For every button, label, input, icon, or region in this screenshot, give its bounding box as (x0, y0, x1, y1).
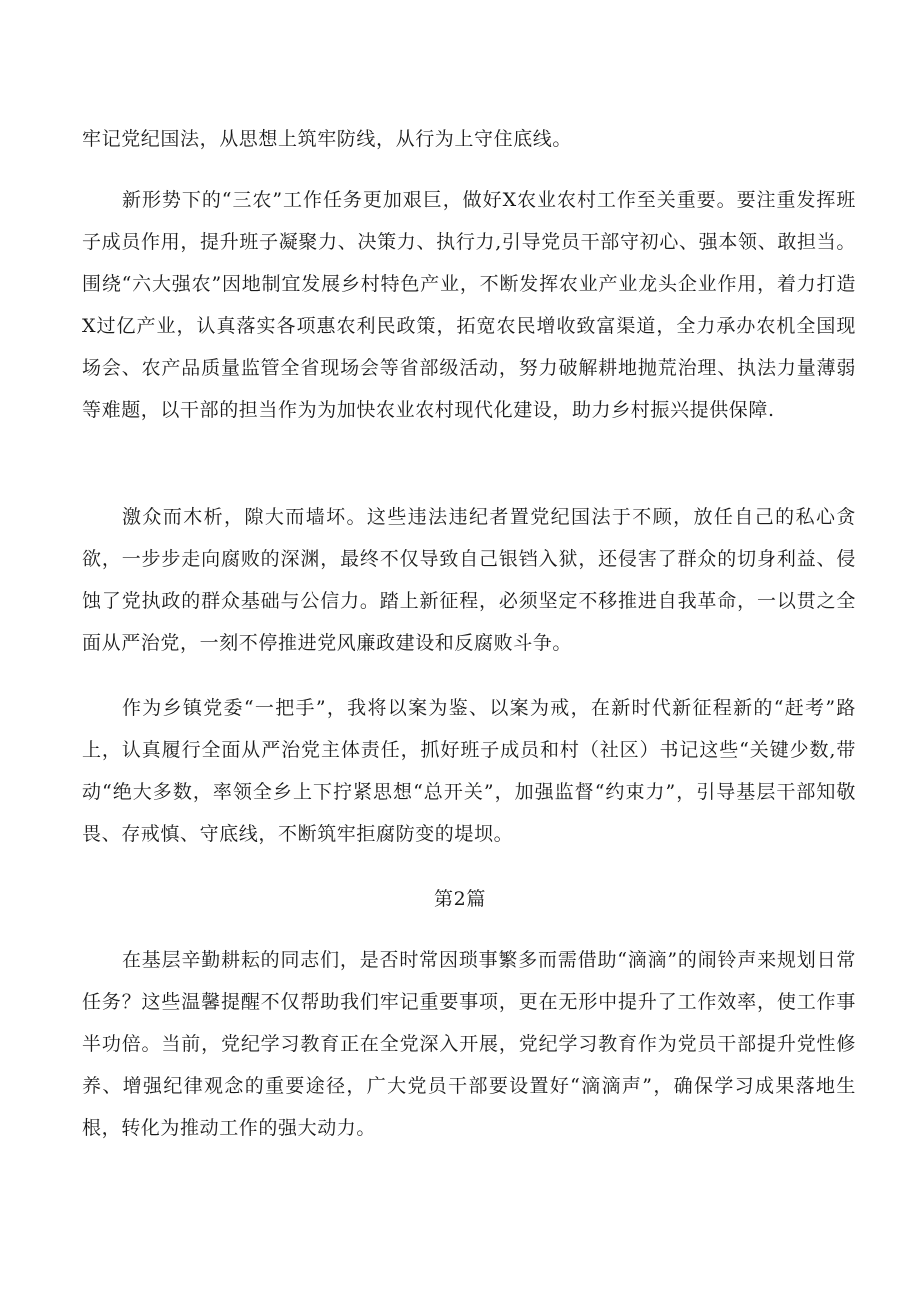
section-heading: 第2篇 (434, 888, 486, 910)
paragraph-continuation: 牢记党纪国法，从思想上筑牢防线，从行为上守住底线。 (82, 128, 573, 150)
paragraph-section2-intro: 在基层辛勤耕耘的同志们，是否时常因琐事繁多而需借助“滴滴”的闹铃声来规划日常任务？这些温馨提醒不仅帮助我们牢记重要事项，更在无形中提升了工作效率，使工作事半功倍。当前，党纪学习教育正在全党深入开展，党纪学习教育作为党员干部提升党性修养、增强纪律观念的重要途径，广大党员干部要设置好“滴滴声”，确保学习成果落地生根，转化为推动工作的强大动力。 (82, 949, 856, 1139)
paragraph-warning: 激众而木析，隙大而墙坏。这些违法违纪者置党纪国法于不顾，放任自己的私心贪欲，一步步走向腐败的深渊，最终不仅导致自己银铛入狱，还侵害了群众的切身利益、侵蚀了党执政的群众基础与公信力。踏上新征程，必须坚定不移推进自我革命，一以贯之全面从严治党，一刻不停推进党风廉政建设和反腐败斗争。 (82, 506, 856, 654)
paragraph-commitment: 作为乡镇党委“一把手”，我将以案为鉴、以案为戒，在新时代新征程新的“赶考”路上，认真履行全面从严治党主体责任，抓好班子成员和村（社区）书记这些“关键少数,带动“绝大多数，率领全乡上下拧紧思想“总开关”，加强监督“约束力”，引导基层干部知敬畏、存戒慎、守底线，不断筑牢拒腐防变的堤坝。 (82, 697, 856, 845)
paragraph-sannong: 新形势下的“三农”工作任务更加艰巨，做好X农业农村工作至关重要。要注重发挥班子成员作用，提升班子凝聚力、决策力、执行力,引导党员干部守初心、强本领、敢担当。围绕“六大强农”因地制宜发展乡村特色产业，不断发挥农业产业龙头企业作用，着力打造X过亿产业，认真落实各项惠农利民政策，拓宽农民增收致富渠道，全力承办农机全国现场会、农产品质量监管全省现场会等省部级活动，努力破解耕地抛荒治理、执法力量薄弱等难题，以干部的担当作为为加快农业农村现代化建设，助力乡村振兴提供保障. (82, 189, 856, 421)
